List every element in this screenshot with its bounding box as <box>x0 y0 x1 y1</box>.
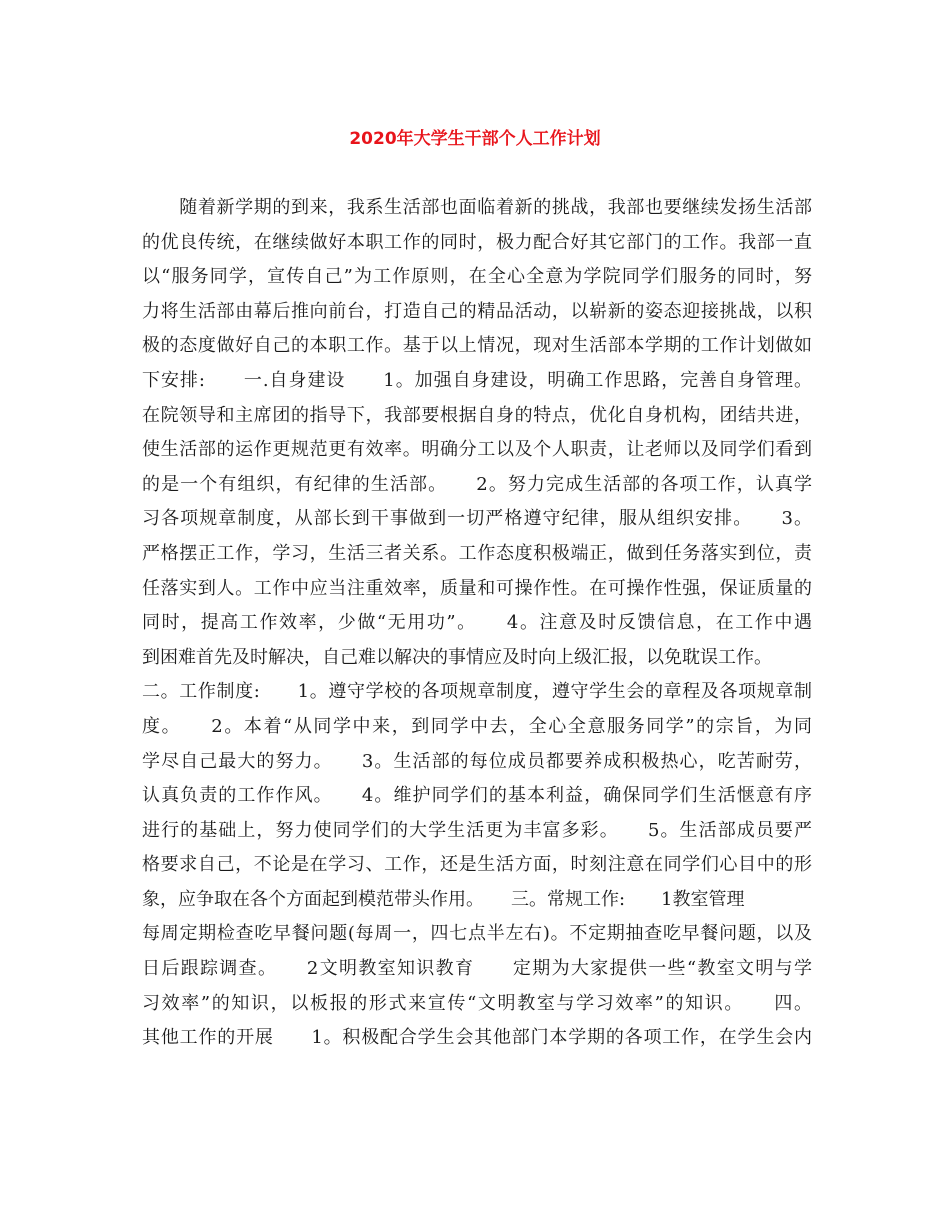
body-line: 使生活部的运作更规范更有效率。明确分工以及个人职责，让老师以及同学们看到 <box>142 439 812 461</box>
body-line: 的优良传统，在继续做好本职工作的同时，极力配合好其它部门的工作。我部一直 <box>142 231 812 253</box>
body-line: 象，应争取在各个方面起到模范带头作用。 三。常规工作: 1教室管理 <box>142 888 745 910</box>
body-line: 每周定期检查吃早餐问题(每周一，四七点半左右)。不定期抽查吃早餐问题，以及 <box>142 923 812 945</box>
body-line: 到困难首先及时解决，自己难以解决的事情应及时向上级汇报，以免耽误工作。 <box>142 646 772 668</box>
body-line: 进行的基础上，努力使同学们的大学生活更为丰富多彩。 5。生活部成员要严 <box>142 819 812 841</box>
body-line: 在院领导和主席团的指导下，我部要根据自身的特点，优化自身机构，团结共进， <box>142 404 812 426</box>
body-line: 以“服务同学，宣传自己”为工作原则，在全心全意为学院同学们服务的同时，努 <box>142 266 812 288</box>
body-line: 随着新学期的到来，我系生活部也面临着新的挑战，我部也要继续发扬生活部 <box>142 197 812 218</box>
body-line: 严格摆正工作，学习，生活三者关系。工作态度积极端正，做到任务落实到位，责 <box>142 542 812 564</box>
body-line: 极的态度做好自己的本职工作。基于以上情况，现对生活部本学期的工作计划做如 <box>142 335 812 357</box>
body-line: 习效率”的知识，以板报的形式来宣传“文明教室与学习效率”的知识。 四。 <box>142 992 812 1014</box>
body-line: 日后跟踪调查。 2文明教室知识教育 定期为大家提供一些“教室文明与学 <box>142 958 812 980</box>
body-line: 其他工作的开展 1。积极配合学生会其他部门本学期的各项工作，在学生会内 <box>142 1027 812 1049</box>
body-line: 格要求自己，不论是在学习、工作，还是生活方面，时刻注意在同学们心目中的形 <box>142 854 812 876</box>
document-title: 2020年大学生干部个人工作计划 <box>349 129 601 149</box>
body-line: 二。工作制度: 1。遵守学校的各项规章制度，遵守学生会的章程及各项规章制 <box>142 681 812 703</box>
body-line: 学尽自己最大的努力。 3。生活部的每位成员都要养成积极热心，吃苦耐劳， <box>142 750 812 772</box>
body-line: 的是一个有组织，有纪律的生活部。 2。努力完成生活部的各项工作，认真学 <box>142 473 812 495</box>
body-line: 认真负责的工作作风。 4。维护同学们的基本利益，确保同学们生活惬意有序 <box>142 785 812 807</box>
body-line: 度。 2。本着“从同学中来，到同学中去，全心全意服务同学”的宗旨，为同 <box>142 715 812 737</box>
body-line: 同时，提高工作效率，少做“无用功”。 4。注意及时反馈信息，在工作中遇 <box>142 612 812 634</box>
body-line: 力将生活部由幕后推向前台，打造自己的精品活动，以崭新的姿态迎接挑战，以积 <box>142 300 812 322</box>
body-line: 习各项规章制度，从部长到干事做到一切严格遵守纪律，服从组织安排。 3。 <box>142 508 812 530</box>
body-line: 下安排: 一.自身建设 1。加强自身建设，明确工作思路，完善自身管理。 <box>142 369 812 391</box>
document-body <box>142 191 812 1056</box>
body-line: 任落实到人。工作中应当注重效率，质量和可操作性。在可操作性强，保证质量的 <box>142 577 812 599</box>
